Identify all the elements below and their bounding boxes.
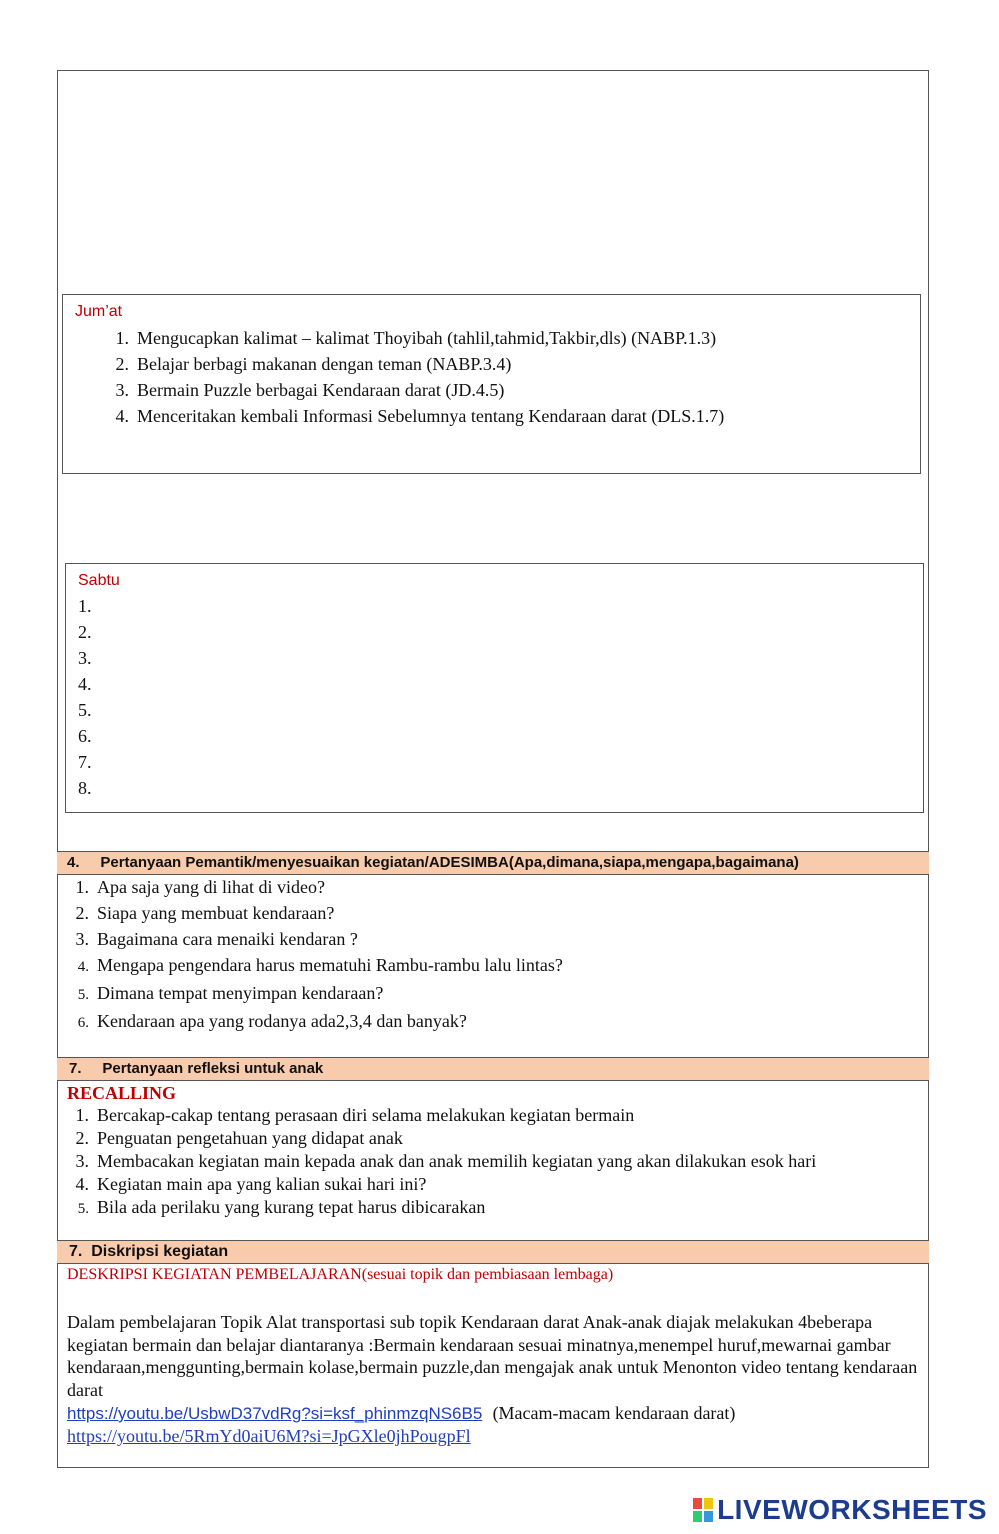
- list-item: 3. Bermain Puzzle berbagai Kendaraan darat (JD.4.5): [115, 380, 505, 400]
- video-link-2[interactable]: https://youtu.be/5RmYd0aiU6M?si=JpGXle0jhPougpFl: [67, 1426, 471, 1446]
- logo-blocks-icon: [693, 1498, 713, 1522]
- deskripsi-paragraph: Dalam pembelajaran Topik Alat transportasi sub topik Kendaraan darat Anak-anak diajak melakukan 4beberapa kegiatan bermain dan belajar diantaranya :Bermain kendaraan sesuai minatnya,menempel huruf,mewarnai gambar kendaraan,mengguntin​g,bermain kolase,bermain puzzle,dan mengajak anak untuk Menonton video tentang kendaraan darat: [67, 1312, 918, 1400]
- link-row-1: [67, 1403, 735, 1424]
- list-item: 3. Bagaimana cara menaiki kendaran ?: [75, 929, 358, 949]
- list-item: 7.: [78, 752, 92, 772]
- list-item: 5.: [78, 700, 92, 720]
- list-item: 4. Kegiatan main apa yang kalian sukai hari ini?: [75, 1174, 427, 1194]
- link-row-2: [67, 1426, 471, 1447]
- sabtu-list: [78, 593, 92, 801]
- sabtu-box: [65, 563, 924, 813]
- jumat-title: Jum’at: [75, 303, 123, 320]
- list-item: 2. Penguatan pengetahuan yang didapat anak: [75, 1128, 403, 1148]
- list-item: 6. Kendaraan apa yang rodanya ada2,3,4 dan banyak?: [77, 1011, 467, 1031]
- list-item: 1. Mengucapkan kalimat – kalimat Thoyibah (tahlil,tahmid,Takbir,dls) (NABP.1.3): [115, 328, 717, 348]
- recalling-title: RECALLING: [67, 1083, 177, 1103]
- section7b-header: 7. Diskripsi kegiatan: [57, 1240, 929, 1264]
- list-item: 8.: [78, 778, 92, 798]
- link-note: (Macam-macam kendaraan darat): [492, 1403, 736, 1423]
- jumat-list: [99, 325, 724, 429]
- list-item: 4.: [78, 674, 92, 694]
- deskripsi-title: DESKRIPSI KEGIATAN PEMBELAJARAN(sesuai topik dan pembiasaan lembaga): [67, 1266, 614, 1283]
- section4-header: 4. Pertanyaan Pemantik/menyesuaikan kegiatan/ADESIMBA(Apa,dimana,siapa,mengapa,bagaimana): [57, 851, 929, 875]
- sabtu-title: Sabtu: [78, 572, 120, 589]
- section4-list: [59, 874, 563, 1036]
- list-item: 2. Belajar berbagi makanan dengan teman (NABP.3.4): [115, 354, 512, 374]
- video-link-1[interactable]: https://youtu.be/UsbwD37vdRg?si=ksf_phinmzqNS6B5: [67, 1404, 483, 1423]
- list-item: 3. Membacakan kegiatan main kepada anak dan anak memilih kegiatan yang akan dilakukan esok hari: [75, 1151, 817, 1171]
- list-item: 1. Bercakap-cakap tentang perasaan diri selama melakukan kegiatan bermain: [75, 1105, 635, 1125]
- list-item: 2.: [78, 622, 92, 642]
- jumat-box: [62, 294, 921, 474]
- list-item: 1. Apa saja yang di lihat di video?: [75, 877, 325, 897]
- section7a-header: 7. Pertanyaan refleksi untuk anak: [57, 1057, 929, 1081]
- list-item: 5. Dimana tempat menyimpan kendaraan?: [77, 983, 384, 1003]
- list-item: 1.: [78, 596, 92, 616]
- list-item: 6.: [78, 726, 92, 746]
- list-item: 5. Bila ada perilaku yang kurang tepat harus dibicarakan: [77, 1197, 486, 1217]
- liveworksheets-logo[interactable]: LIVEWORKSHEETS: [693, 1493, 987, 1527]
- section7a-list: [59, 1104, 816, 1221]
- list-item: 2. Siapa yang membuat kendaraan?: [75, 903, 335, 923]
- list-item: 4. Menceritakan kembali Informasi Sebelumnya tentang Kendaraan darat (DLS.1.7): [115, 406, 725, 426]
- list-item: 3.: [78, 648, 92, 668]
- list-item: 4. Mengapa pengendara harus mematuhi Rambu-rambu lalu lintas?: [77, 955, 563, 975]
